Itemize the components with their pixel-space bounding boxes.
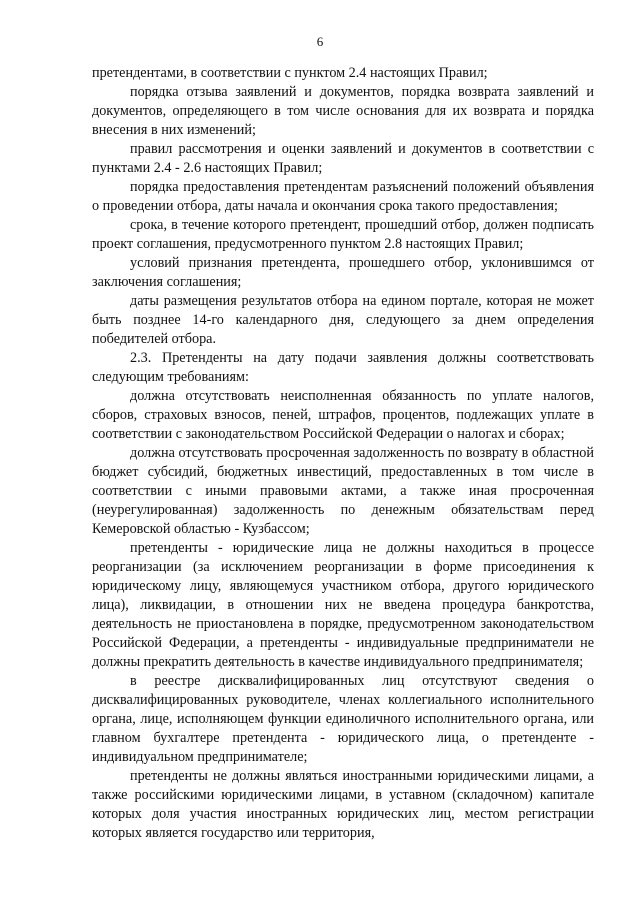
paragraph: 2.3. Претенденты на дату подачи заявления должны соответствовать следующим требованиям: — [92, 350, 594, 385]
paragraph: в реестре дисквалифицированных лиц отсутствуют сведения о дисквалифицированных руководителе, членах коллегиального исполнительного органа, лице, исполняющем функции единоличного исполнительного органа, или главном бухгалтере претендента - юридического лица, о претенденте - индивидуальном предпринимателе; — [92, 673, 594, 765]
paragraph: порядка предоставления претендентам разъяснений положений объявления о проведении отбора, даты начала и окончания срока такого предоставления; — [92, 179, 594, 214]
page-number: 6 — [316, 34, 324, 49]
paragraph: должна отсутствовать просроченная задолженность по возврату в областной бюджет субсидий, бюджетных инвестиций, предоставленных в том числе в соответствии с иными правовыми актами, а также иная просроченная (неурегулированная) задолженность по денежным обязательствам перед Кемеровской областью - Кузбассом; — [92, 445, 594, 537]
paragraph: срока, в течение которого претендент, прошедший отбор, должен подписать проект соглашения, предусмотренного пунктом 2.8 настоящих Правил; — [92, 217, 594, 252]
paragraph: порядка отзыва заявлений и документов, порядка возврата заявлений и документов, определяющего в том числе основания для их возврата и порядка внесения в них изменений; — [92, 84, 594, 138]
paragraph: претенденты - юридические лица не должны находиться в процессе реорганизации (за исключением реорганизации в форме присоединения к юридическому лицу, являющемуся участником отбора, другого юридического лица), ликвидации, в отношении них не введена процедура банкротства, деятельность не приостановлена в порядке, предусмотренном законодательством Российской Федерации, а претенденты - индивидуальные предприниматели не должны прекратить деятельность в качестве индивидуального предпринимателя; — [92, 540, 594, 670]
paragraph: претенденты не должны являться иностранными юридическими лицами, а также российскими юридическими лицами, в уставном (складочном) капитале которых доля участия иностранных юридических лиц, местом регистрации которых является государство или территория, — [92, 768, 594, 841]
paragraph: должна отсутствовать неисполненная обязанность по уплате налогов, сборов, страховых взносов, пеней, штрафов, процентов, подлежащих уплате в соответствии с законодательством Российской Федерации о налогах и сборах; — [92, 388, 594, 442]
paragraph: претендентами, в соответствии с пунктом 2.4 настоящих Правил; — [92, 65, 488, 81]
paragraph: даты размещения результатов отбора на едином портале, которая не может быть позднее 14-го календарного дня, следующего за днем определения победителей отбора. — [92, 293, 594, 347]
document-body — [92, 64, 594, 843]
paragraph: условий признания претендента, прошедшего отбор, уклонившимся от заключения соглашения; — [92, 255, 594, 290]
paragraph: правил рассмотрения и оценки заявлений и документов в соответствии с пунктами 2.4 - 2.6 настоящих Правил; — [92, 141, 594, 176]
